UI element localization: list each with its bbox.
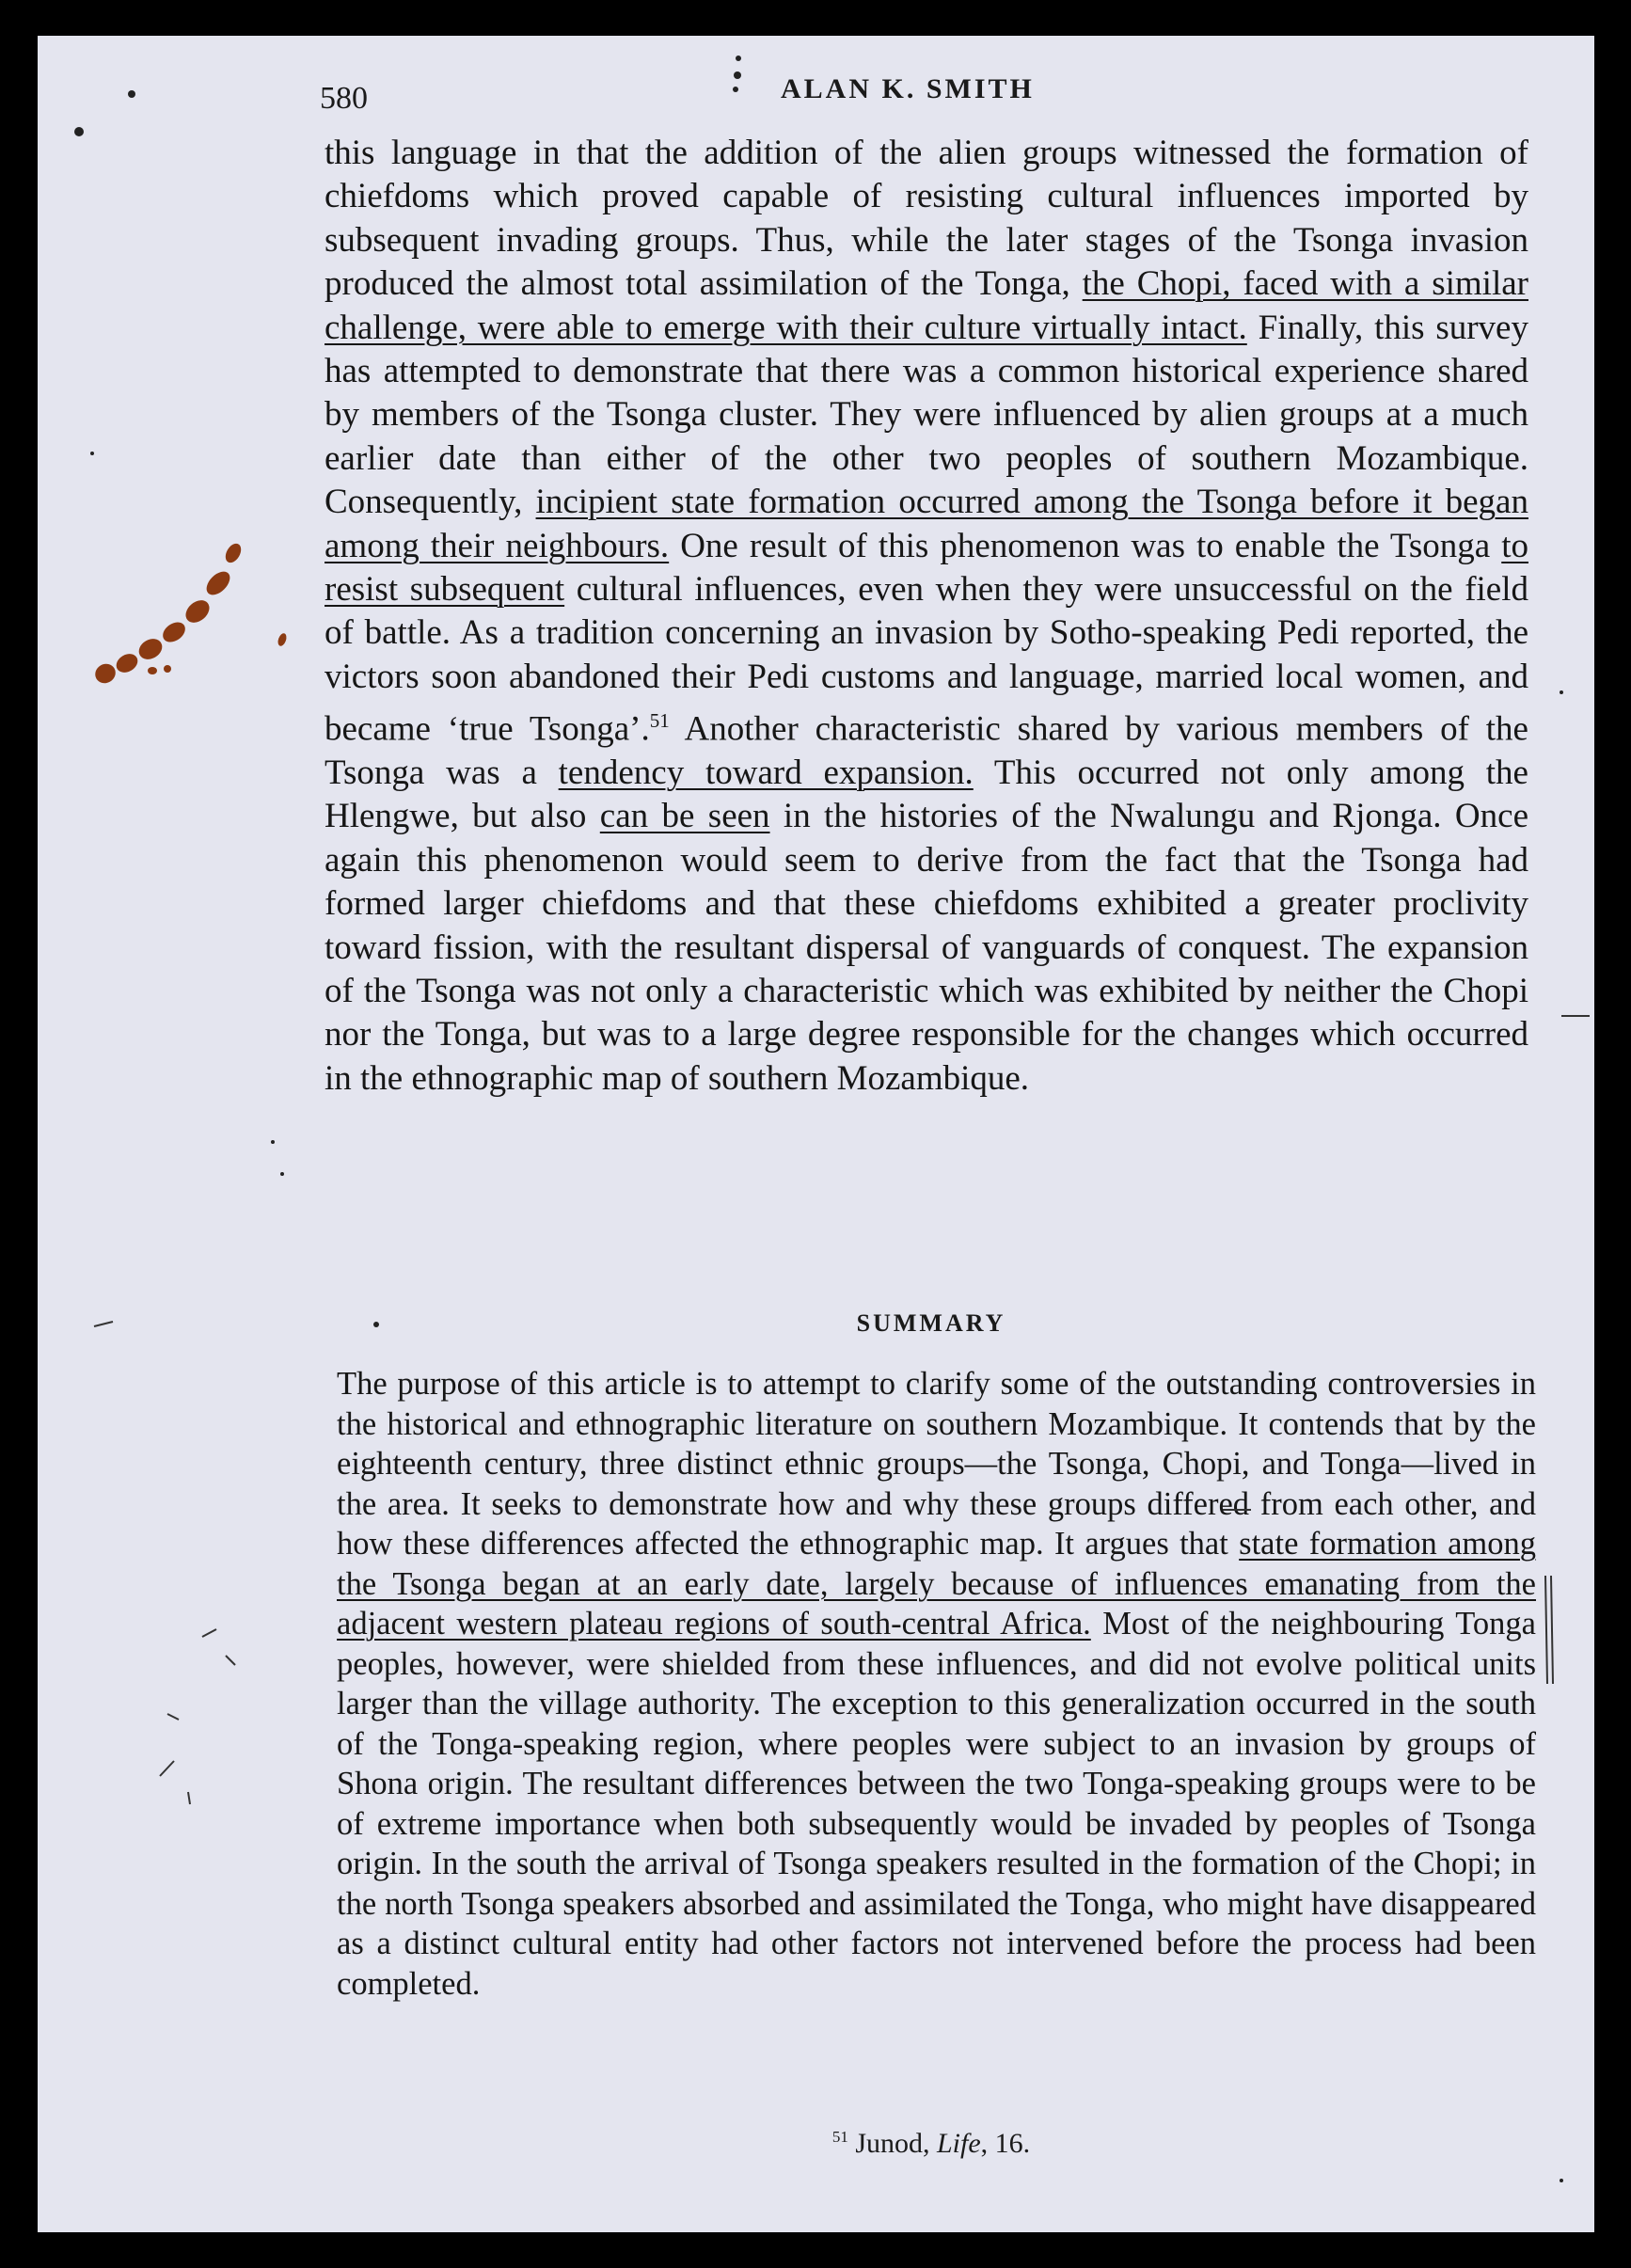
pencil-underlined-text: tendency toward expansion. [558, 753, 974, 793]
footnote-title: Life [937, 2128, 981, 2159]
pencil-underlined-text: the Chopi, faced with a similar challenge, were able to emerge with their culture virtually intact. [325, 264, 1528, 347]
text-run: Another characteristic shared by various members of the Tsonga was a [325, 709, 1528, 793]
text-run: Finally, this survey has attempted to demonstrate that there was a common historical experience shared by members of the Tsonga cluster. They were influenced by alien groups at a much earlier date than either of the other two peoples of southern Mozambique. Consequently, [325, 308, 1528, 522]
text-run: cultural influences, even when they were unsuccessful on the field of battle. As a tradition concerning an invasion by Sotho-speaking Pedi reported, the victors soon abandoned their Pedi customs and language, married local women, and became ‘true Tsonga’. [325, 570, 1528, 749]
text-run: in the histories of the Nwalungu and Rjonga. Once again this phenomenon would seem to derive from the fact that the Tsonga had formed larger chiefdoms and that these chiefdoms exhibited a greater proclivity toward fission, with the resultant dispersal of vanguards of conquest. The expansion of the Tsonga was not only a characteristic which was exhibited by neither the Chopi nor the Tonga, but was to a large degree responsible for the changes which occurred in the ethnographic map of southern Mozambique. [325, 797, 1528, 1098]
footnote-page: , 16. [980, 2128, 1031, 2159]
body-text [325, 132, 1528, 1101]
pencil-underlined-text: state formation among the Tsonga began at an early date, largely because of influences emanating from the adjacent western plateau regions of south-central Africa. [337, 1526, 1537, 1642]
text-run: This occurred not only among the Hlengwe, but also [325, 753, 1528, 836]
running-head-author: ALAN K. SMITH [781, 73, 1035, 104]
footnote-author: Junod, [855, 2128, 937, 2159]
footnote [325, 2128, 1538, 2160]
pencil-underlined-text: to resist subsequent [325, 526, 1528, 610]
body-paragraph [325, 132, 1528, 1101]
summary-text [337, 1364, 1536, 2004]
text-run: this language in that the addition of the alien groups witnessed the formation of chiefdoms which proved capable of resisting cultural influences imported by subsequent invading groups. Thus, while the later stages of the Tsonga invasion produced the almost total assimilation of the Tonga, [325, 134, 1528, 304]
page-number: 580 [320, 81, 368, 116]
text-run: The purpose of this article is to attempt to clarify some of the outstanding controversies in the historical and ethnographic literature on southern Mozambique. It contends that by the eighteenth century, three distinct ethnic groups—the Tsonga, Chopi, and Tonga—lived in the area. It seeks to demonstrate how and why these groups differed from each other, and how these differences affected the ethnographic map. It argues that [337, 1366, 1536, 1562]
pencil-underlined-text: can be seen [599, 797, 770, 836]
footnote-reference: 51 [649, 709, 670, 733]
text-run: Most of the neighbouring Tonga peoples, however, were shielded from these influences, and did not evolve political units larger than the village authority. The exception to this generalization occurred in the south of the Tonga-speaking region, where peoples were subject to an invasion by groups of Shona origin. The resultant differences between the two Tonga-speaking groups were to be of extreme importance when both subsequently would be invaded by peoples of Tsonga origin. In the south the arrival of Tsonga speakers resulted in the formation of the Chopi; in the north Tsonga speakers absorbed and assimilated the Tonga, who might have disappeared as a distinct cultural entity had other factors not intervened before the process had been completed. [337, 1606, 1536, 2002]
running-head [320, 73, 1533, 120]
footnote-number: 51 [831, 2128, 848, 2146]
summary-heading: SUMMARY [856, 1309, 1006, 1337]
pencil-underlined-text: incipient state formation occurred among the Tsonga before it began among their neighbours. [325, 483, 1528, 565]
summary-paragraph [337, 1364, 1536, 2004]
text-run: One result of this phenomenon was to enable the Tsonga [669, 526, 1502, 565]
